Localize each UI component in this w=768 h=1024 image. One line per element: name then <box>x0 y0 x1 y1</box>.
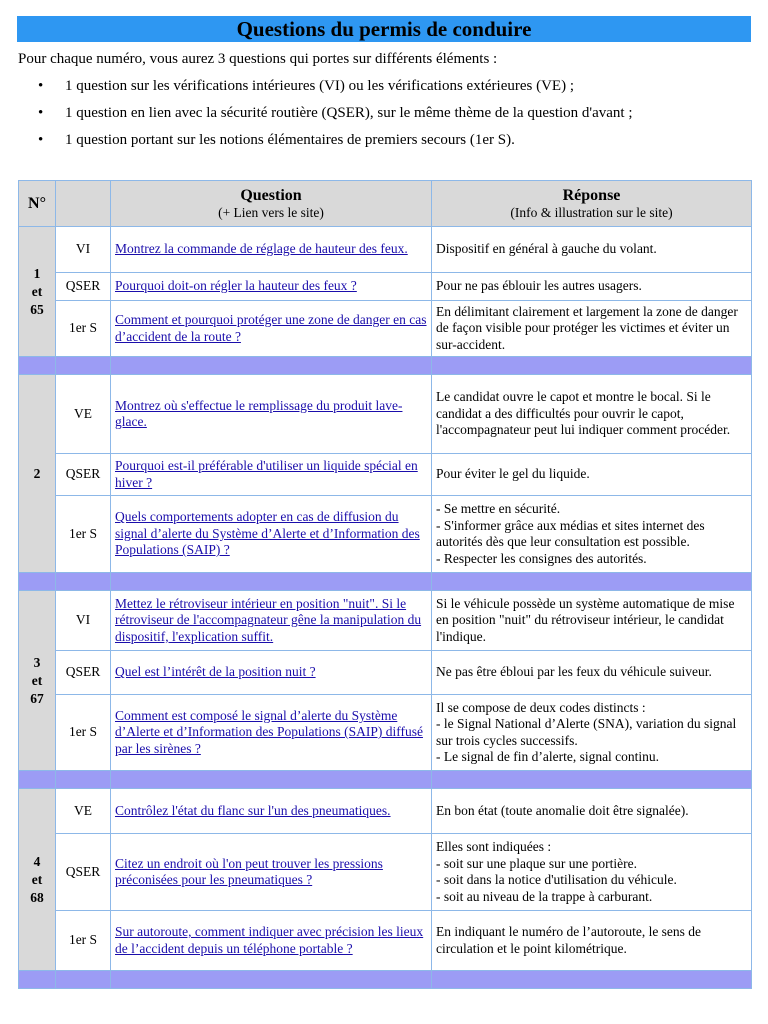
question-link[interactable]: Montrez la commande de réglage de hauteur des feux. <box>115 241 408 257</box>
bullet-dot: • <box>38 78 44 94</box>
question-type: 1er S <box>56 911 111 971</box>
answer-cell <box>432 651 752 695</box>
row-number-part: 3 <box>33 654 41 670</box>
row-number <box>19 591 56 771</box>
answer-cell <box>432 273 752 301</box>
separator-cell <box>111 971 432 989</box>
separator-cell <box>56 573 111 591</box>
question-type: QSER <box>56 651 111 695</box>
question-cell <box>111 651 432 695</box>
table-row <box>19 227 752 273</box>
question-cell <box>111 911 432 971</box>
answer-cell <box>432 695 752 771</box>
separator-cell <box>111 573 432 591</box>
row-number-part: 2 <box>33 465 41 481</box>
separator-cell <box>432 771 752 789</box>
separator-cell <box>19 357 56 375</box>
bullet-text: 1 question portant sur les notions élémentaires de premiers secours (1er S). <box>65 132 515 148</box>
row-number <box>19 227 56 357</box>
answer-cell <box>432 911 752 971</box>
question-type: QSER <box>56 454 111 496</box>
question-link[interactable]: Pourquoi doit-on régler la hauteur des feux ? <box>115 278 357 294</box>
header-question-sub: (+ Lien vers le site) <box>218 204 324 220</box>
table-row <box>19 911 752 971</box>
separator-row <box>19 771 752 789</box>
question-cell <box>111 273 432 301</box>
question-cell <box>111 227 432 273</box>
answer-cell <box>432 375 752 454</box>
answer-cell <box>432 227 752 273</box>
answer-text: - S'informer grâce aux médias et sites internet des autorités dès que leur consultation est possible. <box>436 517 705 549</box>
separator-row <box>19 971 752 989</box>
separator-cell <box>111 357 432 375</box>
question-type: VE <box>56 789 111 834</box>
question-type: VE <box>56 375 111 454</box>
question-type: VI <box>56 591 111 651</box>
question-cell <box>111 695 432 771</box>
separator-cell <box>19 573 56 591</box>
answer-cell <box>432 591 752 651</box>
answer-text: Si le véhicule possède un système automatique de mise en position "nuit" du rétroviseur intérieur, le candidat l'indique. <box>436 595 735 644</box>
answer-text: En indiquant le numéro de l’autoroute, le sens de circulation et le point kilométrique. <box>436 924 702 956</box>
table-row <box>19 695 752 771</box>
header-question <box>111 181 432 227</box>
answer-text: - soit au niveau de la trappe à carburant. <box>436 888 653 904</box>
answer-text: Dispositif en général à gauche du volant. <box>436 241 657 257</box>
answer-cell <box>432 454 752 496</box>
question-link[interactable]: Citez un endroit où l'on peut trouver les pressions préconisées pour les pneumatiques ? <box>115 855 383 887</box>
page-title: Questions du permis de conduire <box>17 16 751 42</box>
separator-cell <box>56 771 111 789</box>
answer-text: - soit sur une plaque sur une portière. <box>436 855 637 871</box>
header-answer-sub: (Info & illustration sur le site) <box>510 204 673 220</box>
question-link[interactable]: Quels comportements adopter en cas de diffusion du signal d’alerte du Système d’Alerte et d’Information des Populations (SAIP) ? <box>115 509 420 558</box>
bullet-dot: • <box>38 105 44 121</box>
table-row <box>19 375 752 454</box>
bullet-dot: • <box>38 132 44 148</box>
intro-text: Pour chaque numéro, vous aurez 3 questions qui portes sur différents éléments : <box>18 51 498 67</box>
question-type: 1er S <box>56 695 111 771</box>
question-link[interactable]: Sur autoroute, comment indiquer avec précision les lieux de l’accident depuis un téléphone portable ? <box>115 924 424 956</box>
question-cell <box>111 591 432 651</box>
separator-row <box>19 357 752 375</box>
row-number-part: 65 <box>30 301 44 317</box>
answer-text: En bon état (toute anomalie doit être signalée). <box>436 802 689 818</box>
question-cell <box>111 834 432 911</box>
table-row <box>19 454 752 496</box>
answer-cell <box>432 834 752 911</box>
answer-cell <box>432 496 752 573</box>
header-type <box>56 181 111 227</box>
row-number-part: 67 <box>30 690 44 706</box>
header-answer-title: Réponse <box>562 186 621 204</box>
answer-text: Il se compose de deux codes distincts : <box>436 699 646 715</box>
header-num: N° <box>19 181 56 227</box>
row-number-part: 68 <box>30 889 44 905</box>
answer-text: En délimitant clairement et largement la zone de danger de façon visible pour protéger les victimes et éviter un sur-accident. <box>436 303 738 352</box>
row-number-part: 1 <box>33 265 41 281</box>
question-cell <box>111 496 432 573</box>
separator-cell <box>19 971 56 989</box>
answer-text: Pour éviter le gel du liquide. <box>436 466 590 482</box>
answer-text: - soit dans la notice d'utilisation du véhicule. <box>436 872 677 887</box>
question-link[interactable]: Montrez où s'effectue le remplissage du produit lave-glace. <box>115 397 403 429</box>
table-row <box>19 273 752 301</box>
answer-text: Elles sont indiquées : <box>436 839 552 854</box>
row-number-part: et <box>31 672 43 688</box>
answer-cell <box>432 301 752 357</box>
answer-text: - Respecter les consignes des autorités. <box>436 550 647 566</box>
answer-text: - le Signal National d’Alerte (SNA), variation du signal sur trois cycles successifs. <box>436 716 737 748</box>
answer-text: Ne pas être ébloui par les feux du véhicule suiveur. <box>436 664 712 680</box>
question-link[interactable]: Comment est composé le signal d’alerte du Système d’Alerte et d’Information des Populations (SAIP) diffusé par les sirènes ? <box>115 707 423 756</box>
bullet-text: 1 question en lien avec la sécurité routière (QSER), sur le même thème de la question d'avant ; <box>65 105 633 121</box>
row-number-part: et <box>31 283 43 299</box>
question-link[interactable]: Contrôlez l'état du flanc sur l'un des pneumatiques. <box>115 802 391 818</box>
table-header-row <box>19 181 752 227</box>
separator-cell <box>19 771 56 789</box>
question-type: QSER <box>56 273 111 301</box>
answer-text: Pour ne pas éblouir les autres usagers. <box>436 278 642 294</box>
question-cell <box>111 301 432 357</box>
separator-cell <box>432 971 752 989</box>
question-link[interactable]: Pourquoi est-il préférable d'utiliser un liquide spécial en hiver ? <box>115 458 418 490</box>
row-number-part: et <box>31 871 43 887</box>
header-question-title: Question <box>240 186 302 204</box>
question-cell <box>111 789 432 834</box>
separator-cell <box>56 357 111 375</box>
question-type: 1er S <box>56 496 111 573</box>
separator-cell <box>432 357 752 375</box>
table-row <box>19 651 752 695</box>
question-type: 1er S <box>56 301 111 357</box>
answer-text: Le candidat ouvre le capot et montre le bocal. Si le candidat a des difficultés pour ouvrir le capot, l'accompagnateur peut lui indiquer comment procéder. <box>436 389 731 438</box>
separator-cell <box>56 971 111 989</box>
answer-text: - Le signal de fin d’alerte, signal continu. <box>436 749 660 764</box>
question-cell <box>111 454 432 496</box>
separator-row <box>19 573 752 591</box>
answer-text: - Se mettre en sécurité. <box>436 501 561 516</box>
table-row <box>19 301 752 357</box>
table-row <box>19 834 752 911</box>
row-number-part: 4 <box>33 853 41 869</box>
question-type: VI <box>56 227 111 273</box>
table-row <box>19 789 752 834</box>
questions-table <box>18 180 752 989</box>
bullet-text: 1 question sur les vérifications intérieures (VI) ou les vérifications extérieures (VE) ; <box>65 78 574 94</box>
table-row <box>19 496 752 573</box>
question-link[interactable]: Quel est l’intérêt de la position nuit ? <box>115 664 316 680</box>
question-type: QSER <box>56 834 111 911</box>
table-body <box>19 227 752 989</box>
question-link[interactable]: Comment et pourquoi protéger une zone de danger en cas d’accident de la route ? <box>115 312 427 344</box>
table-row <box>19 591 752 651</box>
question-cell <box>111 375 432 454</box>
answer-cell <box>432 789 752 834</box>
row-number <box>19 375 56 573</box>
row-number <box>19 789 56 971</box>
header-answer <box>432 181 752 227</box>
separator-cell <box>111 771 432 789</box>
question-link[interactable]: Mettez le rétroviseur intérieur en position "nuit". Si le rétroviseur de l'accompagnateur gêne la manipulation du dispositif, l'explication suffit. <box>115 595 422 644</box>
separator-cell <box>432 573 752 591</box>
